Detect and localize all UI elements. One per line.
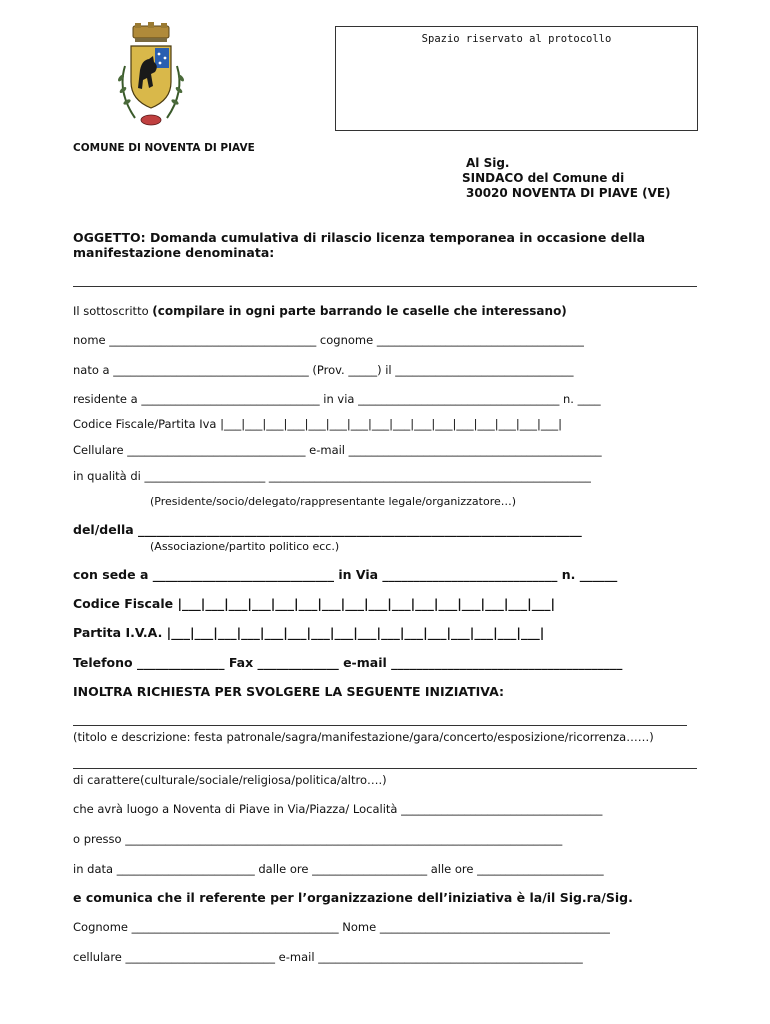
sottoscritto-note: (compilare in ogni parte barrando le caselle che interessano) [152,304,567,318]
recipient-line: SINDACO del Comune di [462,171,625,185]
qualita-hint: (Presidente/socio/delegato/rappresentante legale/organizzatore…) [150,495,517,508]
partita-iva-field[interactable]: Partita I.V.A. |___|___|___|___|___|___|___|___|___|___|___|___|___|___|___|___| [73,625,545,640]
referente-nome-field[interactable]: Cognome ____________________________________ Nome ________________________________________ [73,920,610,934]
cellulare-email-field[interactable]: Cellulare _______________________________ e-mail ____________________________________________ [73,443,602,457]
titolo-hint: (titolo e descrizione: festa patronale/sagra/manifestazione/gara/concerto/esposizione/ricorrenza……) [73,730,654,744]
inoltra-heading: INOLTRA RICHIESTA PER SVOLGERE LA SEGUENTE INIZIATIVA: [73,684,504,699]
codice-fiscale-field[interactable]: Codice Fiscale/Partita Iva |___|___|___|___|___|___|___|___|___|___|___|___|___|___|___|___| [73,417,562,431]
qualita-field[interactable]: in qualità di _____________________ ________________________________________________________ [73,469,591,483]
codice-fiscale-org-field[interactable]: Codice Fiscale |___|___|___|___|___|___|___|___|___|___|___|___|___|___|___|___| [73,596,556,611]
subject [73,230,645,260]
nome-cognome-field[interactable]: nome ____________________________________ cognome ____________________________________ [73,333,584,347]
telefono-fax-email-field[interactable]: Telefono ______________ Fax _____________ e-mail _____________________________________ [73,655,623,670]
sottoscritto-label: Il sottoscritto [73,304,153,318]
organizzazione-field[interactable]: del/della _______________________________________________________________________ [73,522,582,537]
recipient-line: Al Sig. [466,156,510,170]
recipient-block [462,156,671,201]
referente-contatti-field[interactable]: cellulare __________________________ e-mail ______________________________________________ [73,950,583,964]
residenza-field[interactable]: residente a _______________________________ in via ___________________________________ n. ____ [73,392,601,406]
subject-line: OGGETTO: Domanda cumulativa di rilascio licenza temporanea in occasione della [73,230,646,245]
iniziativa-field[interactable] [73,725,687,726]
data-orario-field[interactable]: in data ________________________ dalle ore ____________________ alle ore ______________________ [73,862,604,876]
organizzazione-hint: (Associazione/partito politico ecc.) [150,540,340,553]
luogo-field[interactable]: che avrà luogo a Noventa di Piave in Via/Piazza/ Località ___________________________________ [73,802,603,816]
protocol-box [335,26,698,131]
comune-name: COMUNE DI NOVENTA DI PIAVE [73,142,255,154]
municipal-crest-icon [111,22,191,134]
nascita-field[interactable]: nato a __________________________________ (Prov. _____) il _______________________________ [73,363,574,377]
carattere-field[interactable] [73,768,697,769]
subject-line: manifestazione denominata: [73,245,275,260]
sede-field[interactable]: con sede a _____________________________ in Via ____________________________ n. ______ [73,567,618,582]
sottoscritto-line [73,304,567,318]
event-name-field[interactable] [73,286,697,287]
carattere-hint: di carattere(culturale/sociale/religiosa/politica/altro….) [73,773,387,787]
protocol-label: Spazio riservato al protocollo [421,33,612,45]
referente-heading: e comunica che il referente per l’organizzazione dell’iniziativa è la/il Sig.ra/Sig. [73,890,633,905]
presso-field[interactable]: o presso ____________________________________________________________________________ [73,832,563,846]
recipient-line: 30020 NOVENTA DI PIAVE (VE) [466,186,671,200]
